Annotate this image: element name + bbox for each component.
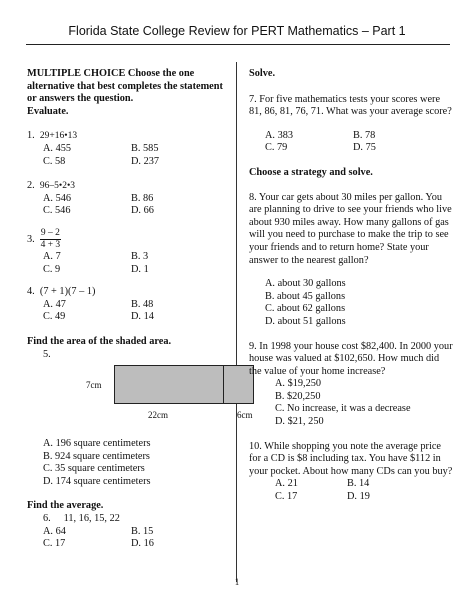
choice-b[interactable]: B. about 45 gallons (265, 290, 346, 302)
length-label: 22cm (148, 410, 168, 421)
choice-a[interactable]: A. 21 (275, 478, 298, 490)
choice-c[interactable]: C. No increase, it was a decrease (275, 403, 411, 415)
rectangle-divider (223, 365, 224, 404)
question-5 (27, 349, 227, 362)
right-column (249, 68, 454, 504)
choice-d[interactable]: D. 19 (347, 491, 370, 503)
choice-d[interactable]: D. 66 (131, 205, 154, 217)
choice-d[interactable]: D. 16 (131, 538, 154, 550)
choice-b[interactable]: B. 585 (131, 142, 159, 154)
question-text: 8. Your car gets about 30 miles per gallon. You are planning to drive to see your friends who live about 930 miles away. How many gallons of gas will you need to purchase to make the trip to see your friends and to return home? State your answer to the nearest gallon? (249, 191, 452, 266)
choice-d[interactable]: D. about 51 gallons (265, 315, 346, 327)
question-3 (27, 228, 227, 276)
choice-d[interactable]: D. 75 (353, 142, 376, 154)
choice-b[interactable]: B. 15 (131, 525, 154, 537)
choice-d[interactable]: D. 237 (131, 155, 160, 167)
choice-c[interactable]: C. 546 (43, 205, 71, 217)
choice-b[interactable]: B. $20,250 (275, 390, 321, 402)
choice-c[interactable]: C. 17 (43, 538, 66, 550)
choice-b[interactable]: B. 3 (131, 250, 149, 262)
question-10 (249, 441, 454, 504)
choice-b[interactable]: B. 14 (347, 478, 370, 490)
evaluate-heading: Evaluate. (27, 105, 69, 117)
question-expression: (7 + 1)(7 – 1) (39, 286, 96, 298)
question-number: 4. (27, 286, 35, 298)
question-5-choices (27, 438, 227, 488)
choice-d[interactable]: D. 174 square centimeters (43, 475, 151, 487)
small-length-label: 6cm (237, 410, 253, 421)
choice-a[interactable]: A. 47 (43, 298, 66, 310)
choice-c[interactable]: C. 9 (43, 263, 61, 275)
question-6 (27, 513, 227, 551)
choice-a[interactable]: A. 455 (43, 142, 72, 154)
choice-c[interactable]: C. 35 square centimeters (43, 463, 145, 475)
question-expression: 11, 16, 15, 22 (63, 513, 120, 525)
question-2 (27, 180, 227, 218)
question-number: 6. (43, 513, 51, 525)
question-number: 2. (27, 180, 35, 192)
column-divider (236, 62, 237, 582)
choice-a[interactable]: A. about 30 gallons (265, 278, 346, 290)
choice-d[interactable]: D. $21, 250 (275, 416, 324, 428)
question-number: 3. (27, 233, 35, 245)
page-title: Florida State College Review for PERT Mathematics – Part 1 (68, 24, 406, 38)
choice-a[interactable]: A. 7 (43, 250, 61, 262)
question-expression: 29+16•13 (39, 131, 78, 142)
question-7 (249, 94, 454, 155)
header-rule (26, 44, 450, 45)
choice-a[interactable]: A. 64 (43, 525, 66, 537)
side-label: 7cm (86, 380, 102, 391)
choice-c[interactable]: C. about 62 gallons (265, 303, 346, 315)
solve-heading: Solve. (249, 68, 276, 79)
choice-a[interactable]: A. $19,250 (275, 378, 322, 390)
question-expression: 96–5•2•3 (39, 181, 76, 192)
question-4 (27, 286, 227, 324)
question-number: 5. (43, 348, 51, 360)
question-number: 1. (27, 130, 35, 142)
fraction (40, 228, 61, 251)
choice-a[interactable]: A. 196 square centimeters (43, 438, 151, 450)
choice-a[interactable]: A. 546 (43, 192, 72, 204)
choice-c[interactable]: C. 79 (265, 142, 288, 154)
choice-c[interactable]: C. 49 (43, 311, 66, 323)
choice-d[interactable]: D. 14 (131, 311, 154, 323)
choice-c[interactable]: C. 58 (43, 155, 66, 167)
shaded-rectangle-diagram (27, 361, 253, 435)
question-text: 7. For five mathematics tests your scores were 81, 86, 81, 76, 71. What was your average score? (249, 93, 452, 118)
question-1 (27, 130, 227, 168)
average-heading: Find the average. (27, 500, 104, 512)
choice-d[interactable]: D. 1 (131, 263, 149, 275)
shaded-area-heading: Find the area of the shaded area. (27, 335, 172, 347)
choice-b[interactable]: B. 48 (131, 298, 154, 310)
question-9 (249, 341, 454, 429)
choice-a[interactable]: A. 383 (265, 129, 294, 141)
fraction-denominator: 4 + 3 (40, 239, 61, 250)
choice-b[interactable]: B. 924 square centimeters (43, 450, 150, 462)
multiple-choice-heading: MULTIPLE CHOICE Choose the one alternative that best completes the statement or answers the question. (27, 68, 223, 105)
question-text: 10. While shopping you note the average price for a CD is $8 including tax. You have $112 in your pocket. About how many CDs can you buy? (249, 440, 453, 477)
question-text: 9. In 1998 your house cost $82,400. In 2000 your house was valued at $102,650. How much did the value of your home increase? (249, 340, 453, 377)
question-8 (249, 192, 454, 329)
fraction-numerator: 9 – 2 (40, 227, 60, 238)
strategy-heading: Choose a strategy and solve. (249, 166, 373, 178)
left-column (27, 68, 253, 551)
page-number: 1 (234, 577, 240, 587)
choice-b[interactable]: B. 86 (131, 192, 154, 204)
choice-b[interactable]: B. 78 (353, 129, 376, 141)
choice-c[interactable]: C. 17 (275, 491, 298, 503)
shaded-rectangle (114, 365, 254, 404)
